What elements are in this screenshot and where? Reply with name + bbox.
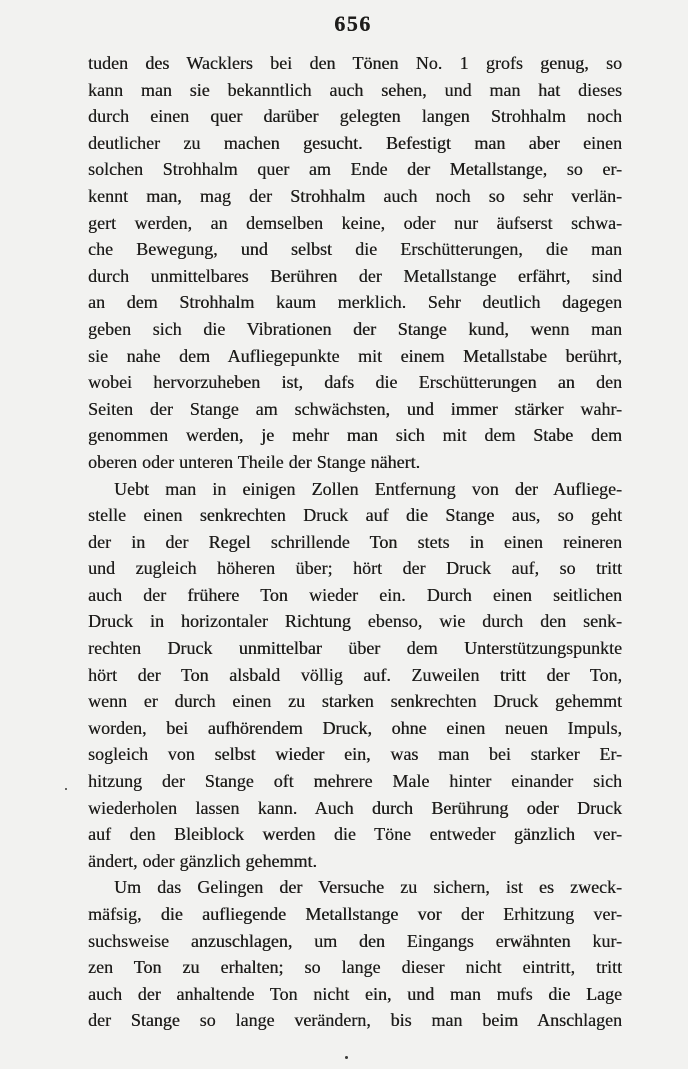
- text-line: stelle einen senkrechten Druck auf die Stange aus, so geht: [88, 505, 622, 526]
- text-line: wiederholen lassen kann. Auch durch Berührung oder Druck: [88, 797, 622, 818]
- text-line: tuden des Wacklers bei den Tönen No. 1 grofs genug, so: [88, 53, 622, 73]
- scan-speck: [65, 788, 67, 790]
- text-line: zen Ton zu erhalten; so lange dieser nicht eintritt, tritt: [88, 957, 622, 978]
- scan-speck: [345, 1056, 348, 1059]
- text-line: rechten Druck unmittelbar über dem Unterstützungspunkte: [88, 638, 622, 659]
- text-line: der Stange so lange verändern, bis man beim Anschlagen: [88, 1010, 622, 1031]
- text-line: der in der Regel schrillende Ton stets in einen reineren: [88, 531, 622, 552]
- text-line: oberen oder unteren Theile der Stange nähert.: [88, 451, 421, 472]
- text-line: solchen Strohhalm quer am Ende der Metallstange, so er-: [88, 159, 622, 180]
- text-line: Uebt man in einigen Zollen Entfernung von der Aufliege-: [114, 478, 622, 499]
- text-line: an dem Strohhalm kaum merklich. Sehr deutlich dagegen: [88, 292, 622, 313]
- text-line: suchsweise anzuschlagen, um den Eingangs erwähnten kur-: [88, 930, 622, 951]
- text-line: wobei hervorzuheben ist, dafs die Erschütterungen an den: [88, 372, 622, 393]
- page-number: 656: [334, 11, 372, 36]
- text-line: durch einen quer darüber gelegten langen Strohhalm noch: [88, 106, 622, 127]
- text-line: gert werden, an demselben keine, oder nur äufserst schwa-: [88, 212, 622, 233]
- text-line: genommen werden, je mehr man sich mit dem Stabe dem: [88, 425, 622, 446]
- text-line: sie nahe dem Aufliegepunkte mit einem Metallstabe berührt,: [88, 345, 622, 366]
- text-line: sogleich von selbst wieder ein, was man bei starker Er-: [88, 744, 622, 765]
- text-line: geben sich die Vibrationen der Stange kund, wenn man: [88, 318, 622, 339]
- text-line: deutlicher zu machen gesucht. Befestigt man aber einen: [88, 132, 622, 153]
- text-line: wenn er durch einen zu starken senkrechten Druck gehemmt: [88, 691, 622, 712]
- text-line: worden, bei aufhörendem Druck, ohne einen neuen Impuls,: [88, 717, 622, 738]
- text-line: auch der frühere Ton wieder ein. Durch einen seitlichen: [88, 584, 622, 605]
- text-line: durch unmittelbares Berühren der Metallstange erfährt, sind: [88, 265, 622, 286]
- text-line: Seiten der Stange am schwächsten, und immer stärker wahr-: [88, 398, 622, 419]
- text-line: kann man sie bekanntlich auch sehen, und man hat dieses: [88, 79, 622, 100]
- text-line: Um das Gelingen der Versuche zu sichern, ist es zweck-: [114, 877, 622, 898]
- text-line: und zugleich höheren über; hört der Druck auf, so tritt: [88, 558, 622, 579]
- text-line: hitzung der Stange oft mehrere Male hinter einander sich: [88, 771, 622, 792]
- text-line: kennt man, mag der Strohhalm auch noch so sehr verlän-: [88, 185, 622, 206]
- text-line: auf den Bleiblock werden die Töne entweder gänzlich ver-: [88, 824, 622, 845]
- text-line: hört der Ton alsbald völlig auf. Zuweilen tritt der Ton,: [88, 664, 622, 685]
- text-line: ändert, oder gänzlich gehemmt.: [88, 850, 317, 871]
- text-line: mäfsig, die aufliegende Metallstange vor der Erhitzung ver-: [88, 904, 622, 924]
- text-block: [88, 50, 622, 1034]
- text-line: Druck in horizontaler Richtung ebenso, wie durch den senk-: [88, 611, 622, 632]
- text-line: auch der anhaltende Ton nicht ein, und man mufs die Lage: [88, 983, 622, 1004]
- text-line: che Bewegung, und selbst die Erschütterungen, die man: [88, 239, 622, 260]
